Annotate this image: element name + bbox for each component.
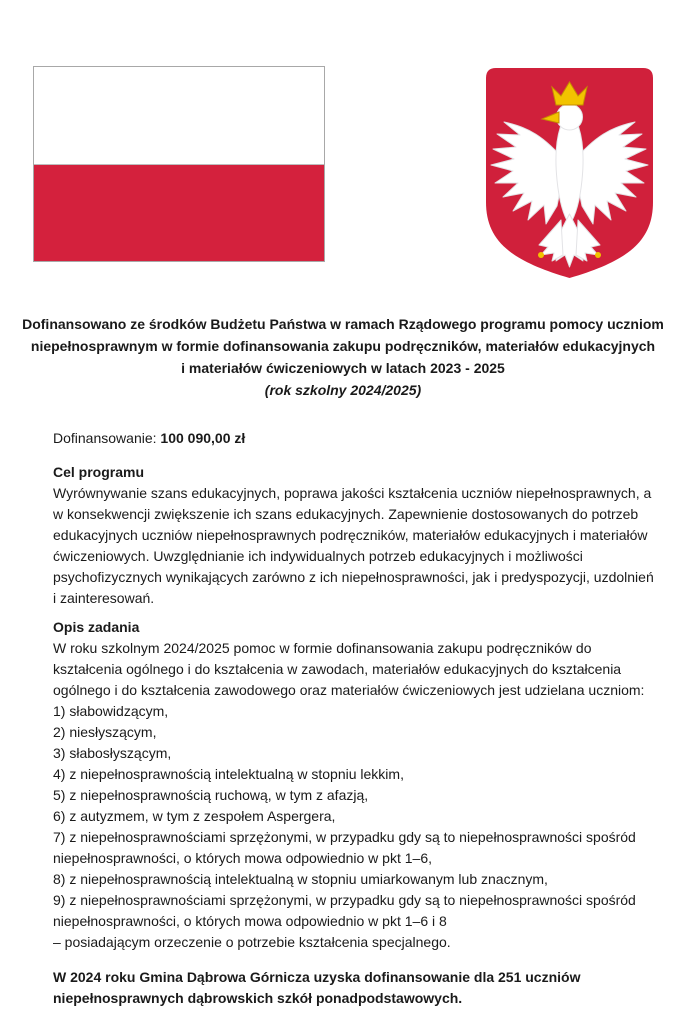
footer-funding-note: W 2024 roku Gmina Dąbrowa Górnicza uzyska dofinansowanie dla 251 uczniów niepełnosprawnych dąbrowskich szkół ponadpodstawowych.: [53, 969, 581, 1006]
disability-list-item: 2) niesłyszącym,: [53, 724, 157, 740]
eagle-emblem-svg: [482, 64, 657, 282]
title-school-year: (rok szkolny 2024/2025): [264, 382, 422, 398]
section-heading-opis-zadania: Opis zadania: [53, 619, 140, 635]
funding-line: [53, 428, 658, 449]
disability-list-item: 3) słabosłyszącym,: [53, 745, 172, 761]
disability-list-item: 7) z niepełnosprawnościami sprzężonymi, w przypadku gdy są to niepełnosprawności spośród niepełnosprawności, o których mowa odpowiednio w pkt 1–6,: [53, 829, 636, 866]
header-images: [0, 0, 686, 292]
section-body-cel-programu: Wyrównywanie szans edukacyjnych, poprawa jakości kształcenia uczniów niepełnosprawnych, a w konsekwencji zwiększenie ich szans edukacyjnych. Zapewnienie dostosowanych do potrzeb edukacyjnych uczniów niepełnosprawnych podręczników, materiałów edukacyjnych i materiałów ćwiczeniowych. Uwzględnianie ich indywidualnych potrzeb edukacyjnych i możliwości psychofizycznych wynikających zarówno z ich niepełnosprawności, jak i predyspozycji, uzdolnień i zainteresowań.: [53, 485, 654, 606]
disability-list-item: 8) z niepełnosprawnością intelektualną w stopniu umiarkowanym lub znacznym,: [53, 871, 548, 887]
disability-list-item: 9) z niepełnosprawnościami sprzężonymi, w przypadku gdy są to niepełnosprawności spośród niepełnosprawności, o których mowa odpowiednio w pkt 1–6 i 8: [53, 892, 636, 929]
section-heading-cel-programu: Cel programu: [53, 464, 145, 480]
flag-red-band: [34, 165, 324, 262]
disability-list-item: 1) słabowidzącym,: [53, 703, 169, 719]
section-program-goal: [53, 462, 658, 609]
funding-label: Dofinansowanie:: [53, 430, 157, 446]
disability-list-item: 5) z niepełnosprawnością ruchową, w tym z afazją,: [53, 787, 369, 803]
title-line-2: niepełnosprawnym w formie dofinansowania zakupu podręczników, materiałów edukacyjnych: [30, 338, 656, 354]
disability-list-item: 6) z autyzmem, w tym z zespołem Aspergera,: [53, 808, 336, 824]
section-body-opis-zadania: W roku szkolnym 2024/2025 pomoc w formie dofinansowania zakupu podręczników do kształcenia ogólnego i do kształcenia w zawodach, materiałów edukacyjnych do kształcenia ogólnego i do kształcenia zawodowego oraz materiałów ćwiczeniowych jest udzielana uczniom:: [53, 640, 645, 698]
title-line-3: i materiałów ćwiczeniowych w latach 2023 - 2025: [181, 360, 505, 376]
title-line-1: Dofinansowano ze środków Budżetu Państwa w ramach Rządowego programu pomocy uczniom: [22, 316, 664, 332]
section-task-description: [53, 617, 658, 953]
eagle-talon-right: [595, 252, 601, 258]
document-title: [0, 313, 686, 401]
disability-list-item: – posiadającym orzeczenie o potrzebie kształcenia specjalnego.: [53, 934, 451, 950]
flag-white-band: [34, 67, 324, 165]
poland-flag-image: [33, 66, 325, 262]
funding-amount: 100 090,00 zł: [160, 430, 246, 446]
disability-list-item: 4) z niepełnosprawnością intelektualną w stopniu lekkim,: [53, 766, 404, 782]
document-body: [0, 428, 686, 1009]
eagle-talon-left: [538, 252, 544, 258]
poland-coat-of-arms-icon: [482, 64, 657, 282]
disability-list: [53, 701, 658, 953]
